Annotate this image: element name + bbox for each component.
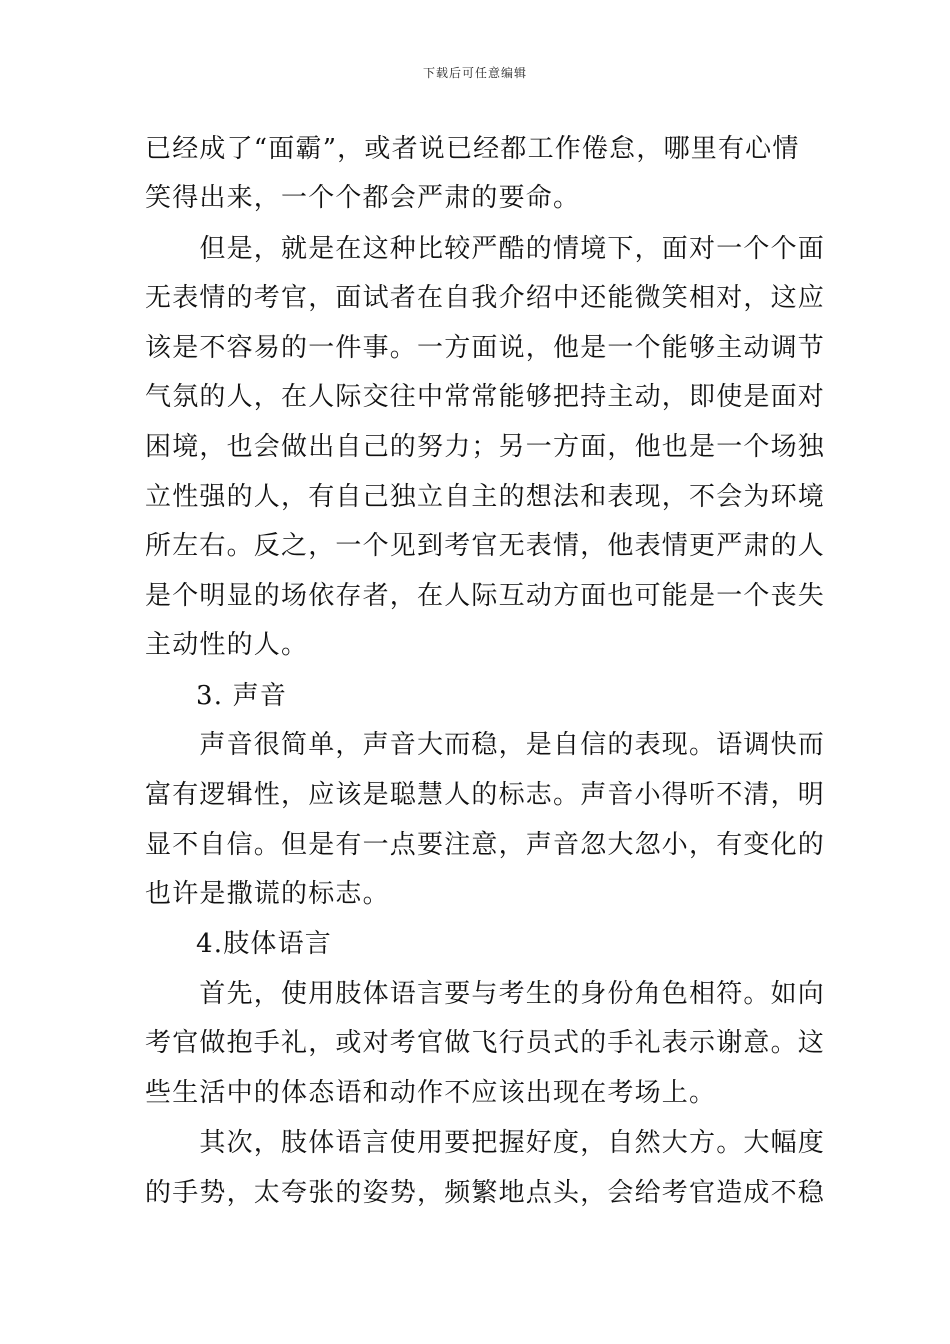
- text-line: 困境，也会做出自己的努力；另一方面，他也是一个场独: [145, 432, 826, 462]
- text-line: 些生活中的体态语和动作不应该出现在考场上。: [145, 1078, 717, 1108]
- text-line: 其次，肢体语言使用要把握好度，自然大方。大幅度: [145, 1128, 826, 1158]
- text-line: 的手势，太夸张的姿势，频繁地点头，会给考官造成不稳: [145, 1178, 826, 1208]
- text-line: 富有逻辑性，应该是聪慧人的标志。声音小得听不清，明: [145, 780, 826, 810]
- text-line: 首先，使用肢体语言要与考生的身份角色相符。如向: [145, 979, 826, 1009]
- text-line: 已经成了“面霸”，或者说已经都工作倦怠，哪里有心情: [145, 134, 800, 164]
- text-line: 立性强的人，有自己独立自主的想法和表现，不会为环境: [145, 482, 826, 512]
- text-line: 显不自信。但是有一点要注意，声音忽大忽小，有变化的: [145, 830, 826, 860]
- text-line: 也许是撒谎的标志。: [145, 879, 390, 909]
- text-line: 气氛的人，在人际交往中常常能够把持主动，即使是面对: [145, 382, 826, 412]
- text-line: 该是不容易的一件事。一方面说，他是一个能够主动调节: [145, 333, 826, 363]
- text-line: 笑得出来，一个个都会严肃的要命。: [145, 183, 581, 213]
- text-line: 声音很简单，声音大而稳，是自信的表现。语调快而: [145, 730, 826, 760]
- text-line: 考官做抱手礼，或对考官做飞行员式的手礼表示谢意。这: [145, 1028, 826, 1058]
- section-heading: 4.肢体语言: [196, 929, 333, 959]
- text-line: 是个明显的场依存者，在人际互动方面也可能是一个丧失: [145, 581, 826, 611]
- text-line: 无表情的考官，面试者在自我介绍中还能微笑相对，这应: [145, 283, 826, 313]
- text-line: 所左右。反之，一个见到考官无表情，他表情更严肃的人: [145, 531, 826, 561]
- text-line: 但是，就是在这种比较严酷的情境下，面对一个个面: [145, 234, 826, 264]
- text-line: 主动性的人。: [145, 630, 309, 660]
- section-heading: 3. 声音: [196, 681, 288, 711]
- page-header: 下载后可任意编辑: [422, 66, 527, 80]
